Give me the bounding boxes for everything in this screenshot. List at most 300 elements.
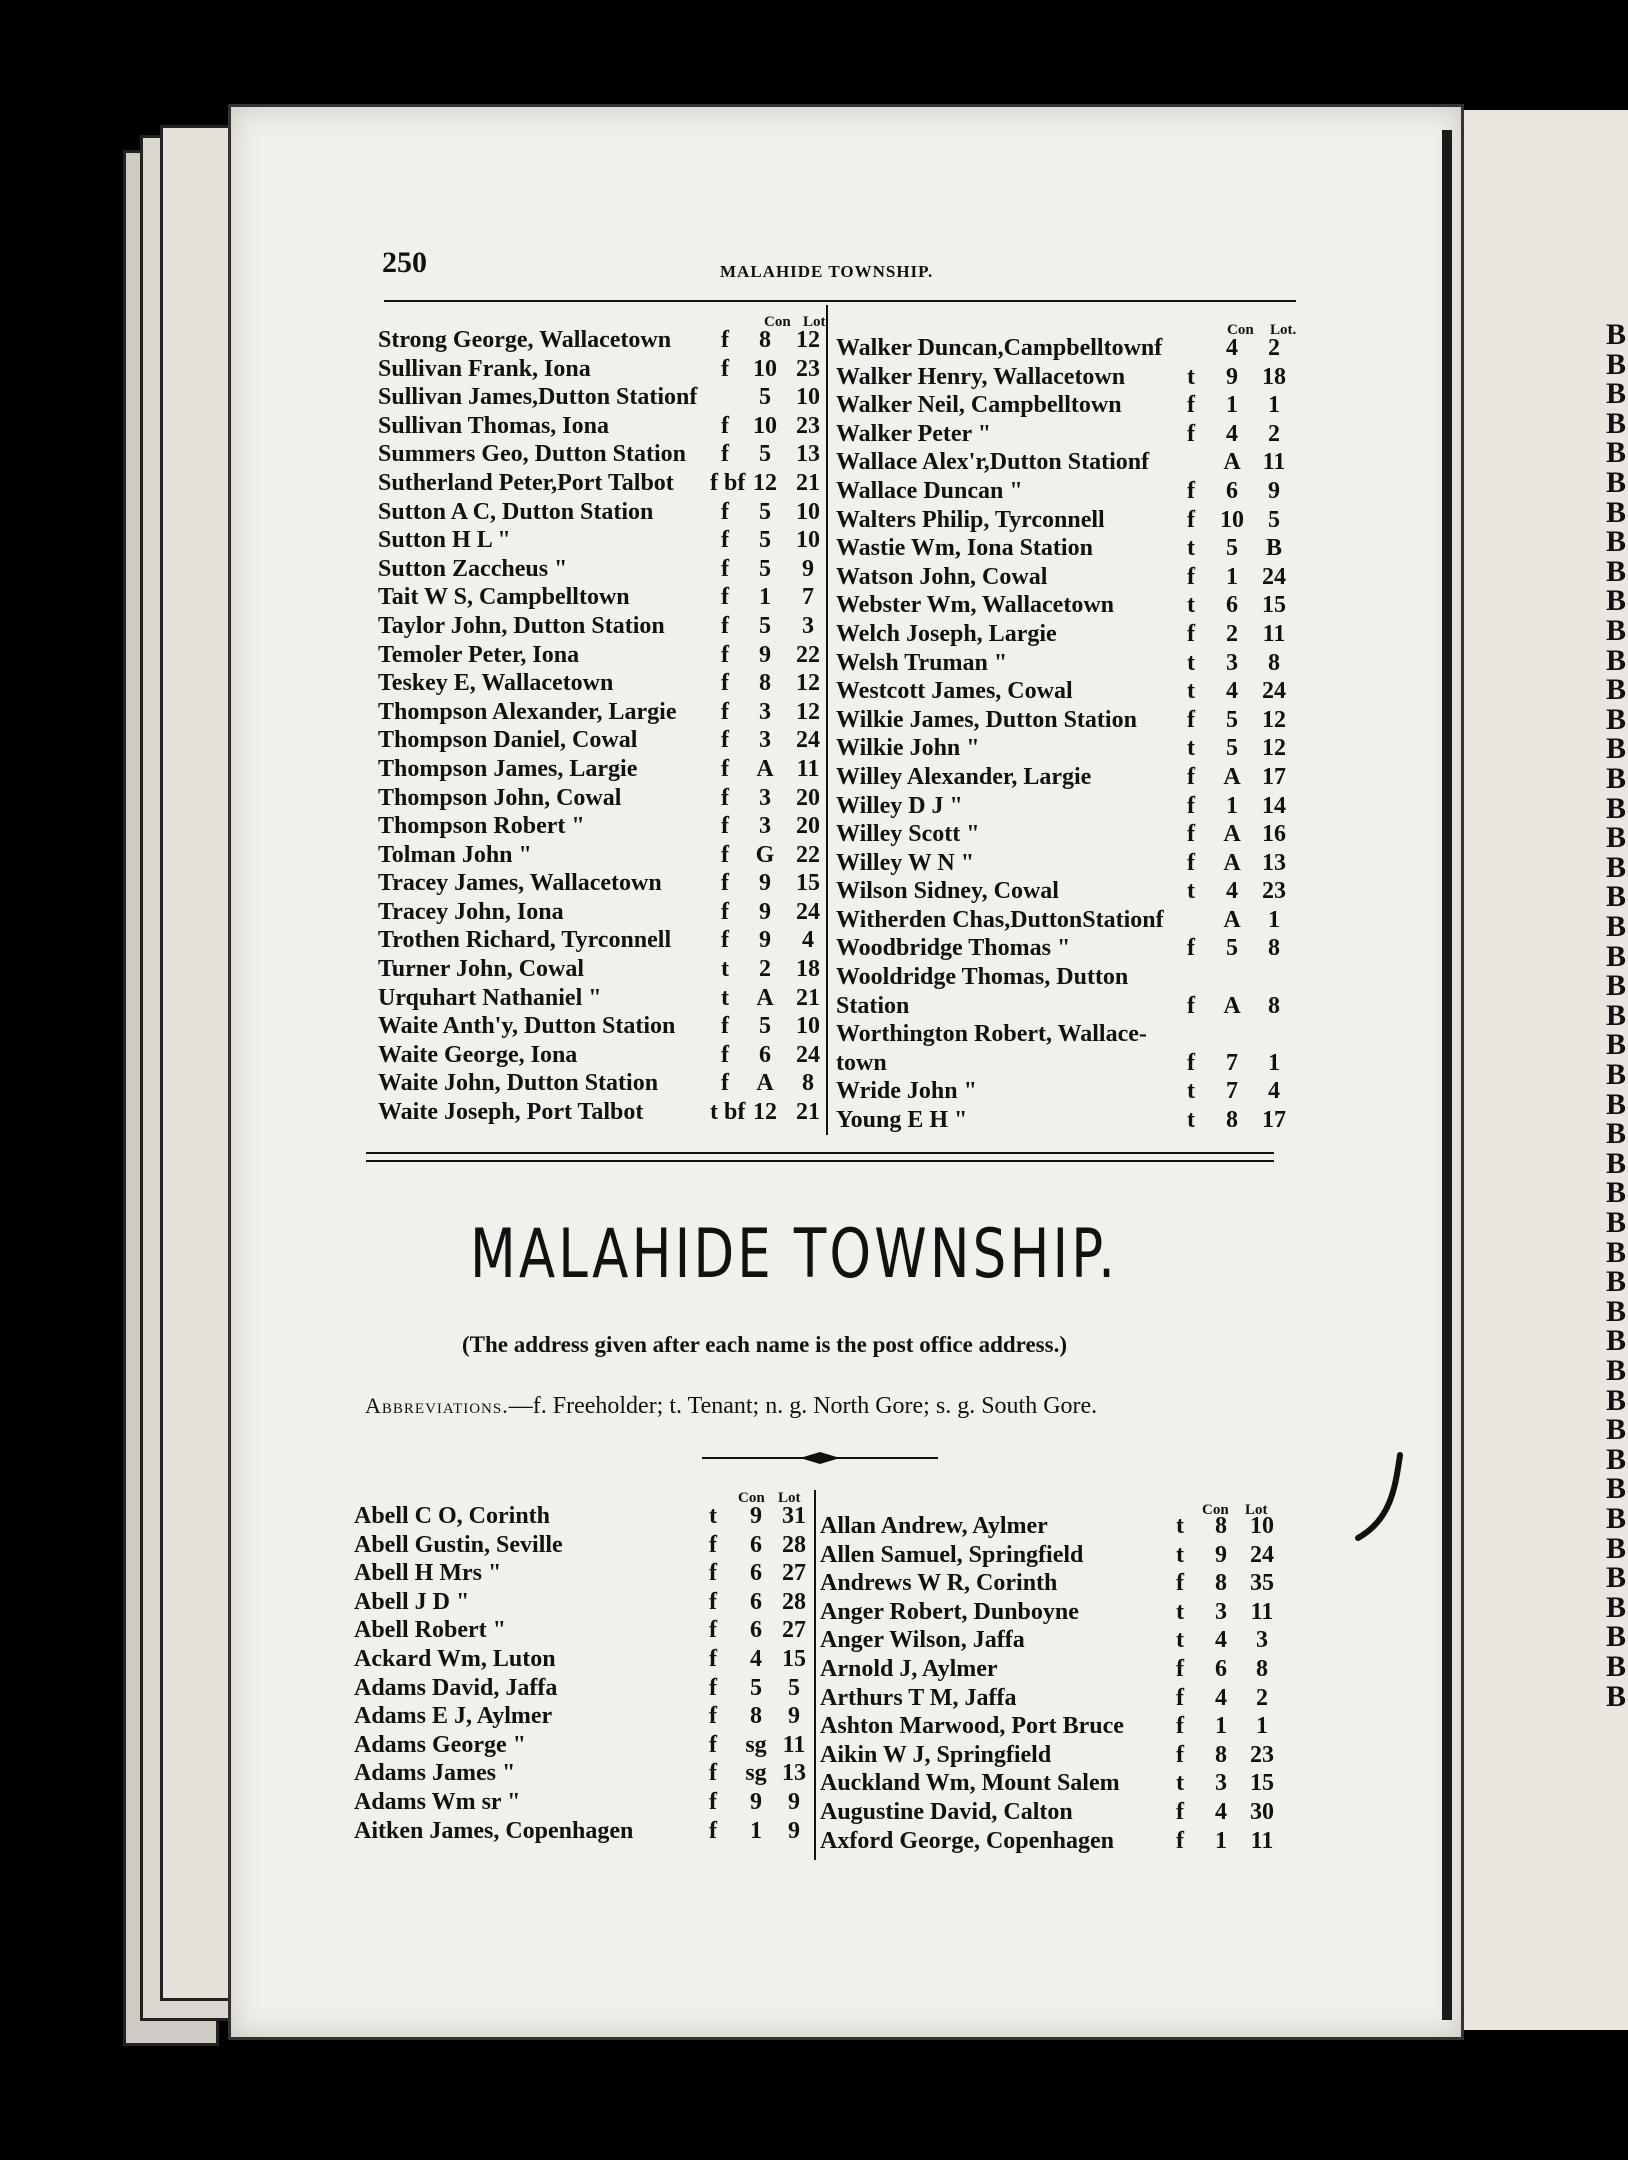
directory-entry: [378, 383, 826, 412]
entry-lot: 12: [796, 698, 820, 725]
entry-con: 4: [750, 1645, 762, 1672]
entry-lot: 5: [1268, 506, 1280, 533]
directory-entry: [836, 334, 1296, 363]
entry-con: 3: [1215, 1598, 1227, 1625]
entry-con: 5: [759, 384, 771, 411]
facing-page-letter: B: [1606, 939, 1627, 973]
entry-lot: 8: [802, 1070, 814, 1097]
entry-con: A: [1223, 821, 1241, 848]
directory-entry: [354, 1731, 809, 1760]
entry-lot: 10: [1250, 1513, 1274, 1539]
directory-entry: [354, 1559, 809, 1588]
entry-tenure: t: [1176, 1541, 1184, 1568]
entry-name: Walker Duncan,Campbelltownf: [836, 335, 1163, 361]
entry-tenure: f: [1187, 420, 1195, 447]
entry-lot: 16: [1262, 821, 1286, 848]
entry-lot: 21: [796, 1099, 820, 1126]
entry-tenure: f: [721, 355, 729, 382]
directory-entry: [378, 898, 826, 927]
entry-tenure: t: [1176, 1770, 1184, 1797]
entry-name: Auckland Wm, Mount Salem: [820, 1770, 1120, 1797]
entry-name: Worthington Robert, Wallace-: [836, 1021, 1147, 1048]
directory-entry: [378, 612, 826, 641]
facing-page-letter: B: [1606, 1058, 1627, 1091]
directory-entry: [378, 1012, 826, 1041]
entry-lot: 13: [796, 441, 820, 468]
con-header: Con: [738, 1490, 765, 1506]
entry-tenure: f: [1176, 1713, 1184, 1740]
entry-lot: 1: [1256, 1713, 1268, 1740]
directory-entry: [836, 1106, 1296, 1135]
entry-con: 3: [1226, 649, 1238, 676]
entry-name: Anger Robert, Dunboyne: [820, 1598, 1079, 1625]
entry-tenure: f: [721, 727, 729, 754]
entry-con: 8: [759, 670, 771, 697]
entry-con: 10: [1220, 506, 1244, 533]
entry-tenure: t: [721, 956, 729, 983]
entry-name: Taylor John, Dutton Station: [378, 612, 665, 639]
address-note: (The address given after each name is the post office address.): [462, 1332, 1067, 1357]
entry-con: 4: [1226, 335, 1238, 361]
entry-lot: 2: [1256, 1684, 1268, 1711]
directory-entry: [820, 1684, 1280, 1713]
entry-tenure: t: [1187, 678, 1195, 705]
entry-name: Wallace Alex'r,Dutton Stationf: [836, 449, 1150, 476]
entry-lot: 9: [802, 555, 814, 582]
directory-entry: [836, 820, 1296, 849]
entry-tenure: f: [709, 1703, 717, 1730]
directory-entry: [836, 563, 1296, 592]
entry-name: Allen Samuel, Springfield: [820, 1541, 1084, 1568]
entry-con: A: [1223, 849, 1241, 876]
entry-tenure: f: [709, 1817, 717, 1844]
entry-lot: 11: [1250, 1598, 1274, 1625]
entry-con: 8: [1215, 1513, 1227, 1539]
entries-column-upper-left: [378, 326, 826, 1127]
column-divider: [814, 1490, 816, 1860]
facing-page-letter: B: [1606, 554, 1627, 588]
entry-lot: 30: [1250, 1798, 1274, 1825]
entry-lot: 27: [782, 1560, 806, 1587]
directory-entry: [836, 448, 1296, 477]
entry-name: Thompson John, Cowal: [378, 784, 622, 811]
facing-page-letter: B: [1606, 1206, 1627, 1239]
entry-lot: 15: [796, 870, 820, 897]
directory-entry: [836, 506, 1296, 535]
entry-lot: 23: [796, 355, 820, 382]
entry-lot: 12: [796, 327, 820, 353]
entry-lot: 9: [788, 1817, 800, 1844]
header-rule: [384, 300, 1296, 302]
facing-page-letter: B: [1606, 1028, 1627, 1062]
facing-page-letter: B: [1606, 406, 1627, 440]
entry-tenure: f: [1187, 792, 1195, 819]
entry-con: G: [755, 841, 775, 868]
entry-name: Sullivan James,Dutton Stationf: [378, 384, 698, 411]
facing-page: [1440, 110, 1628, 2030]
entry-tenure: f: [721, 898, 729, 925]
entry-name: Wilson Sidney, Cowal: [836, 878, 1059, 905]
entry-con: 1: [1226, 792, 1238, 819]
entry-name: Tracey James, Wallacetown: [378, 870, 662, 897]
directory-entry: [836, 420, 1296, 449]
entry-lot: 11: [1250, 1827, 1274, 1854]
directory-entry: [378, 812, 826, 841]
directory-entry: [820, 1512, 1280, 1541]
directory-entry: [378, 869, 826, 898]
entry-tenure: f: [721, 870, 729, 897]
entry-lot: 21: [796, 469, 820, 496]
entry-lot: 20: [796, 813, 820, 840]
directory-entry: [836, 677, 1296, 706]
directory-entry: [378, 755, 826, 784]
entry-tenure: f: [709, 1617, 717, 1644]
entry-lot: 15: [1262, 592, 1286, 619]
entry-name: Wallace Duncan ": [836, 477, 1023, 504]
entry-tenure: f: [721, 1070, 729, 1097]
entry-tenure: f: [1187, 763, 1195, 790]
entry-con: 4: [1226, 878, 1238, 905]
entry-con: 1: [1215, 1713, 1227, 1740]
directory-entry: [378, 583, 826, 612]
entry-name: Willey Alexander, Largie: [836, 763, 1092, 790]
entry-name: Adams David, Jaffa: [354, 1674, 558, 1701]
entry-name: Station: [836, 992, 910, 1019]
entry-lot: 28: [782, 1531, 806, 1558]
entry-tenure: f: [709, 1760, 717, 1787]
entries-column-lower-right: [820, 1512, 1280, 1855]
entry-name: Wilkie James, Dutton Station: [836, 706, 1137, 733]
entry-name: Strong George, Wallacetown: [378, 327, 672, 353]
entry-con: 4: [1226, 420, 1238, 447]
entry-name: Tolman John ": [378, 841, 532, 868]
directory-entry: [378, 469, 826, 498]
entry-con: 6: [750, 1617, 762, 1644]
entry-name: Sullivan Thomas, Iona: [378, 412, 609, 439]
directory-entry: [378, 641, 826, 670]
entry-name: Welch Joseph, Largie: [836, 620, 1057, 647]
facing-page-letter: B: [1606, 347, 1627, 381]
entry-con: 8: [1215, 1570, 1227, 1597]
entry-lot: 17: [1262, 763, 1286, 790]
directory-entry: [820, 1598, 1280, 1627]
directory-entry: [820, 1655, 1280, 1684]
facing-page-letter: B: [1606, 495, 1627, 529]
entry-con: 5: [1226, 935, 1238, 962]
directory-entry: [354, 1502, 809, 1531]
entry-con: 3: [759, 784, 771, 811]
entry-tenure: f: [721, 584, 729, 611]
entry-lot: 12: [1262, 735, 1286, 762]
directory-entry: [836, 1020, 1296, 1049]
entry-lot: 2: [1268, 335, 1280, 361]
directory-entry: [820, 1769, 1280, 1798]
entry-lot: 11: [782, 1731, 806, 1758]
entry-lot: 22: [796, 841, 820, 868]
entry-name: Andrews W R, Corinth: [820, 1570, 1058, 1597]
entry-con: 1: [750, 1817, 762, 1844]
entry-name: Wilkie John ": [836, 735, 980, 762]
entry-tenure: f: [1176, 1798, 1184, 1825]
abbreviations-text: —f. Freeholder; t. Tenant; n. g. North Gore; s. g. South Gore.: [508, 1393, 1098, 1419]
entry-name: Tait W S, Campbelltown: [378, 584, 630, 611]
entry-tenure: f: [721, 498, 729, 525]
entry-lot: 8: [1256, 1655, 1268, 1682]
directory-entry: [354, 1588, 809, 1617]
directory-entry: [378, 726, 826, 755]
entry-con: 5: [750, 1674, 762, 1701]
entry-name: Thompson Alexander, Largie: [378, 698, 677, 725]
entry-tenure: f: [709, 1788, 717, 1815]
facing-page-letter: B: [1606, 850, 1627, 884]
con-header: Con: [1202, 1502, 1229, 1518]
entry-con: 5: [759, 441, 771, 468]
entry-tenure: f: [721, 670, 729, 697]
directory-entry: [354, 1674, 809, 1703]
entry-name: Wooldridge Thomas, Dutton: [836, 964, 1129, 991]
lot-header: Lot.: [1270, 322, 1297, 338]
facing-page-letter: B: [1606, 1294, 1627, 1328]
running-title: MALAHIDE TOWNSHIP.: [720, 262, 934, 281]
facing-page-letter: B: [1606, 1383, 1627, 1417]
entry-lot: 15: [782, 1645, 806, 1672]
entry-tenure: f: [721, 784, 729, 811]
entry-tenure: f: [721, 813, 729, 840]
entry-tenure: t: [1176, 1513, 1184, 1539]
directory-entry: [354, 1817, 809, 1846]
directory-entry: [378, 784, 826, 813]
entry-name: Sutherland Peter,Port Talbot: [378, 469, 674, 496]
entry-lot: 17: [1262, 1107, 1286, 1134]
entry-lot: 7: [802, 584, 814, 611]
entry-con: 5: [1226, 706, 1238, 733]
entry-tenure: t: [1187, 592, 1195, 619]
lot-header: Lot: [778, 1490, 801, 1506]
entry-tenure: f: [1187, 849, 1195, 876]
entry-lot: 10: [796, 384, 820, 411]
entry-name: Waite Joseph, Port Talbot: [378, 1099, 644, 1126]
entry-lot: 11: [1262, 620, 1286, 647]
facing-page-letter: B: [1606, 1531, 1627, 1565]
entry-tenure: f: [721, 927, 729, 954]
entry-con: 5: [1226, 735, 1238, 762]
pencil-mark: [1350, 1450, 1410, 1550]
entry-lot: 8: [1268, 649, 1280, 676]
entry-tenure: f: [709, 1560, 717, 1587]
entry-name: Augustine David, Calton: [820, 1798, 1073, 1825]
entry-tenure: f: [721, 698, 729, 725]
entry-tenure: t: [1187, 1078, 1195, 1105]
directory-entry: [836, 906, 1296, 935]
entry-tenure: f: [1187, 821, 1195, 848]
entry-tenure: f: [709, 1731, 717, 1758]
directory-entry: [378, 841, 826, 870]
directory-entry: [354, 1531, 809, 1560]
entry-tenure: f: [709, 1531, 717, 1558]
con-header: Con: [1227, 322, 1254, 338]
facing-page-letter: B: [1606, 377, 1627, 411]
entry-con: 8: [759, 327, 771, 353]
entry-tenure: f: [709, 1674, 717, 1701]
entry-tenure: f: [1187, 1049, 1195, 1076]
entry-tenure: t: [709, 1503, 717, 1529]
directory-entry: [836, 477, 1296, 506]
ornamental-rule: [700, 1448, 940, 1468]
entry-lot: 11: [1262, 449, 1286, 476]
entry-lot: 27: [782, 1617, 806, 1644]
entry-name: Abell Gustin, Seville: [354, 1531, 563, 1558]
entry-tenure: f: [1187, 992, 1195, 1019]
entry-tenure: f: [721, 841, 729, 868]
facing-page-letter: B: [1606, 732, 1627, 766]
facing-page-letter: B: [1606, 1590, 1627, 1624]
directory-entry: [836, 963, 1296, 992]
entry-con: 9: [759, 870, 771, 897]
entry-lot: 23: [796, 412, 820, 439]
entry-name: Abell J D ": [354, 1588, 470, 1615]
entry-lot: 3: [1256, 1627, 1268, 1654]
directory-entry: [836, 734, 1296, 763]
entry-lot: 10: [796, 527, 820, 554]
entry-lot: 22: [796, 641, 820, 668]
directory-entry: [836, 1077, 1296, 1106]
directory-entry: [820, 1569, 1280, 1598]
entry-con: 1: [1226, 563, 1238, 590]
entry-name: Abell H Mrs ": [354, 1560, 502, 1587]
entry-name: Adams E J, Aylmer: [354, 1703, 553, 1730]
directory-entry: [378, 1098, 826, 1127]
entry-con: 2: [1226, 620, 1238, 647]
entry-lot: 9: [1268, 477, 1280, 504]
entry-name: Sutton A C, Dutton Station: [378, 498, 654, 525]
entry-tenure: f: [1176, 1570, 1184, 1597]
facing-page-letter: B: [1606, 1176, 1627, 1210]
entry-name: Arnold J, Aylmer: [820, 1655, 998, 1682]
entry-tenure: t: [1176, 1598, 1184, 1625]
entry-con: 9: [759, 898, 771, 925]
entry-lot: 23: [1262, 878, 1286, 905]
entry-name: Walker Henry, Wallacetown: [836, 363, 1126, 390]
entry-con: A: [1223, 449, 1241, 476]
entry-lot: 15: [1250, 1770, 1274, 1797]
entry-con: 6: [1226, 592, 1238, 619]
entry-name: Watson John, Cowal: [836, 563, 1048, 590]
entry-con: 2: [759, 956, 771, 983]
facing-page-letter: B: [1606, 1324, 1627, 1358]
entry-lot: 4: [802, 927, 814, 954]
entry-con: 12: [753, 1099, 777, 1126]
facing-page-letter: B: [1606, 1620, 1627, 1654]
entry-name: Thompson Daniel, Cowal: [378, 727, 638, 754]
facing-page-letter: B: [1606, 614, 1627, 647]
entry-lot: 8: [1268, 935, 1280, 962]
entries-column-lower-left: [354, 1502, 809, 1845]
directory-entry: [836, 792, 1296, 821]
facing-page-letter: B: [1606, 702, 1627, 736]
directory-entry: [378, 669, 826, 698]
entry-con: sg: [745, 1760, 767, 1787]
facing-page-letter: B: [1606, 880, 1627, 914]
entry-con: 1: [1226, 392, 1238, 419]
facing-page-letter: B: [1606, 910, 1627, 943]
entry-name: Young E H ": [836, 1107, 968, 1134]
entry-tenure: t: [1187, 649, 1195, 676]
entry-tenure: t: [721, 984, 729, 1011]
entry-lot: 24: [1262, 563, 1286, 590]
entry-tenure: f: [1187, 620, 1195, 647]
lot-header: Lot: [1245, 1502, 1268, 1518]
entry-lot: 12: [796, 670, 820, 697]
entry-lot: 11: [796, 755, 820, 782]
entry-tenure: f: [721, 441, 729, 468]
entry-lot: 13: [1262, 849, 1286, 876]
entry-tenure: t: [1187, 878, 1195, 905]
entry-lot: 23: [1250, 1741, 1274, 1768]
entry-lot: 3: [802, 612, 814, 639]
entry-name: Urquhart Nathaniel ": [378, 984, 602, 1011]
directory-entry: [836, 363, 1296, 392]
entry-name: Adams Wm sr ": [354, 1788, 521, 1815]
entry-con: 3: [759, 698, 771, 725]
entry-name: Waite John, Dutton Station: [378, 1070, 659, 1097]
entry-con: 10: [753, 412, 777, 439]
entry-con: 8: [1226, 1107, 1238, 1134]
directory-entry: [378, 412, 826, 441]
directory-entry: [836, 649, 1296, 678]
entry-name: Thompson Robert ": [378, 813, 585, 840]
abbreviations-line: [365, 1393, 1097, 1420]
entry-name: Willey Scott ": [836, 821, 980, 848]
entry-name: Temoler Peter, Iona: [378, 641, 580, 668]
facing-page-letter: B: [1606, 643, 1627, 677]
facing-page-letter: B: [1606, 584, 1627, 618]
entry-name: Westcott James, Cowal: [836, 678, 1073, 705]
entry-con: 4: [1226, 678, 1238, 705]
entry-tenure: f: [1176, 1684, 1184, 1711]
entry-con: 4: [1215, 1684, 1227, 1711]
section-title: MALAHIDE TOWNSHIP.: [470, 1215, 1119, 1294]
entry-name: Adams James ": [354, 1760, 516, 1787]
directory-entry: [836, 763, 1296, 792]
entry-name: Turner John, Cowal: [378, 956, 585, 983]
entry-lot: 9: [788, 1788, 800, 1815]
entry-lot: 9: [788, 1703, 800, 1730]
entries-column-upper-right: [836, 334, 1296, 1135]
entry-lot: 10: [796, 1013, 820, 1040]
facing-page-letter: B: [1606, 762, 1627, 795]
entry-name: Abell Robert ": [354, 1617, 506, 1644]
facing-page-letter: B: [1606, 673, 1627, 707]
entry-con: 3: [759, 727, 771, 754]
directory-entry: [354, 1759, 809, 1788]
entry-con: 1: [759, 584, 771, 611]
entry-tenure: f: [1176, 1655, 1184, 1682]
entry-lot: 12: [1262, 706, 1286, 733]
facing-page-letter: B: [1606, 1235, 1627, 1269]
entry-lot: 1: [1268, 906, 1280, 933]
entry-con: A: [756, 755, 774, 782]
directory-entry: [820, 1798, 1280, 1827]
directory-entry: [378, 526, 826, 555]
entry-lot: 2: [1268, 420, 1280, 447]
entry-tenure: f: [1187, 506, 1195, 533]
entry-tenure: f: [709, 1588, 717, 1615]
entry-con: 7: [1226, 1049, 1238, 1076]
entry-name: Tracey John, Iona: [378, 898, 564, 925]
entry-name: Sutton H L ": [378, 527, 511, 554]
entry-con: 5: [759, 498, 771, 525]
facing-page-letter: B: [1606, 1502, 1627, 1535]
